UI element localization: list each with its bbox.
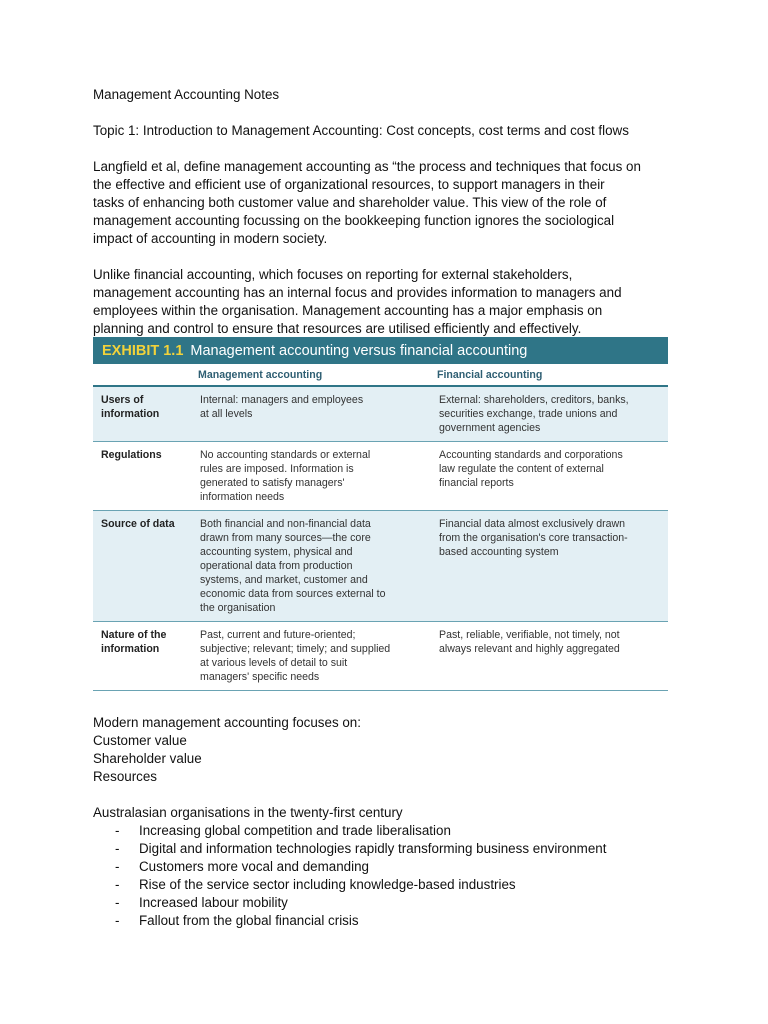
cell-line: Regulations: [101, 449, 162, 461]
paragraph-line: Unlike financial accounting, which focuses on reporting for external stakeholders,: [93, 267, 573, 282]
cell-line: Source of data: [101, 518, 175, 530]
focus-item: Shareholder value: [93, 751, 202, 766]
topic-heading: Topic 1: Introduction to Management Accounting: Cost concepts, cost terms and cost flows: [93, 123, 629, 138]
cell-line: always relevant and highly aggregated: [439, 643, 620, 655]
cell-line: Past, reliable, verifiable, not timely, not: [439, 629, 620, 641]
cell-line: based accounting system: [439, 546, 559, 558]
column-header: [93, 364, 192, 386]
list-item-text: Increasing global competition and trade liberalisation: [139, 823, 451, 838]
list-item: [93, 858, 683, 876]
cell-line: law regulate the content of external: [439, 463, 604, 475]
financial-cell: [431, 386, 668, 442]
paragraph-line: tasks of enhancing both customer value and shareholder value. This view of the role of: [93, 195, 607, 210]
focus-item: Resources: [93, 769, 158, 784]
row-label: [93, 442, 192, 511]
cell-line: Accounting standards and corporations: [439, 449, 623, 461]
management-cell: [192, 511, 431, 622]
paragraph-line: impact of accounting in modern society.: [93, 231, 328, 246]
cell-line: economic data from sources external to: [200, 588, 386, 600]
list-item-text: Customers more vocal and demanding: [139, 859, 369, 874]
list-item-text: Fallout from the global financial crisis: [139, 913, 359, 928]
list-item: [93, 894, 683, 912]
paragraph-line: management accounting has an internal focus and provides information to managers and: [93, 285, 622, 300]
paragraph-line: Langfield et al, define management accounting as “the process and techniques that focus on: [93, 159, 641, 174]
dash-bullet: -: [115, 877, 120, 892]
cell-line: information: [101, 408, 160, 420]
column-header: Financial accounting: [431, 364, 668, 386]
exhibit-number: EXHIBIT 1.1: [102, 342, 184, 359]
paragraph-line: management accounting focussing on the bookkeeping function ignores the sociological: [93, 213, 615, 228]
financial-cell: [431, 511, 668, 622]
table-row: [93, 622, 668, 691]
paragraph-line: the effective and efficient use of organizational resources, to support managers in their: [93, 177, 605, 192]
cell-line: systems, and market, customer and: [200, 574, 368, 586]
comparison-paragraph: [93, 266, 683, 338]
management-cell: [192, 622, 431, 691]
cell-line: Nature of the: [101, 629, 167, 641]
cell-line: accounting system, physical and: [200, 546, 353, 558]
cell-line: at all levels: [200, 408, 253, 420]
exhibit-table: [93, 364, 668, 691]
row-label: [93, 511, 192, 622]
list-item: [93, 912, 683, 930]
cell-line: information: [101, 643, 160, 655]
cell-line: drawn from many sources—the core: [200, 532, 371, 544]
financial-cell: [431, 622, 668, 691]
paragraph-line: planning and control to ensure that resources are utilised efficiently and effectively.: [93, 321, 582, 336]
dash-bullet: -: [115, 823, 120, 838]
cell-line: securities exchange, trade unions and: [439, 408, 618, 420]
table-row: [93, 511, 668, 622]
table-header-row: [93, 364, 668, 386]
cell-line: from the organisation's core transaction-: [439, 532, 628, 544]
cell-line: government agencies: [439, 422, 541, 434]
cell-line: managers' specific needs: [200, 671, 320, 683]
cell-line: the organisation: [200, 602, 276, 614]
list-item-text: Increased labour mobility: [139, 895, 288, 910]
list-item-text: Rise of the service sector including knowledge-based industries: [139, 877, 516, 892]
cell-line: information needs: [200, 491, 285, 503]
exhibit-figure: [93, 337, 668, 691]
financial-cell: [431, 442, 668, 511]
cell-line: generated to satisfy managers': [200, 477, 345, 489]
australasia-heading: Australasian organisations in the twenty-first century: [93, 805, 403, 820]
table-row: [93, 442, 668, 511]
table-row: [93, 386, 668, 442]
column-header: Management accounting: [192, 364, 431, 386]
cell-line: Internal: managers and employees: [200, 394, 364, 406]
list-item: [93, 822, 683, 840]
definition-paragraph: [93, 158, 683, 248]
row-label: [93, 386, 192, 442]
cell-line: Financial data almost exclusively drawn: [439, 518, 626, 530]
cell-line: subjective; relevant; timely; and supplied: [200, 643, 391, 655]
cell-line: External: shareholders, creditors, banks,: [439, 394, 629, 406]
focus-heading: Modern management accounting focuses on:: [93, 715, 361, 730]
cell-line: at various levels of detail to suit: [200, 657, 348, 669]
cell-line: Users of: [101, 394, 144, 406]
exhibit-title: Management accounting versus financial accounting: [190, 342, 528, 359]
cell-line: financial reports: [439, 477, 514, 489]
cell-line: No accounting standards or external: [200, 449, 371, 461]
australasia-list: [93, 822, 683, 930]
focus-item: Customer value: [93, 733, 187, 748]
row-label: [93, 622, 192, 691]
paragraph-line: employees within the organisation. Management accounting has a major emphasis on: [93, 303, 603, 318]
cell-line: rules are imposed. Information is: [200, 463, 354, 475]
dash-bullet: -: [115, 913, 120, 928]
cell-line: Both financial and non-financial data: [200, 518, 371, 530]
list-item: [93, 840, 683, 858]
document-lower-body: [93, 714, 683, 930]
document-body: [93, 86, 683, 338]
management-cell: [192, 386, 431, 442]
dash-bullet: -: [115, 895, 120, 910]
document-title: Management Accounting Notes: [93, 87, 280, 102]
list-item: [93, 876, 683, 894]
cell-line: Past, current and future-oriented;: [200, 629, 356, 641]
list-item-text: Digital and information technologies rapidly transforming business environment: [139, 841, 607, 856]
dash-bullet: -: [115, 859, 120, 874]
management-cell: [192, 442, 431, 511]
dash-bullet: -: [115, 841, 120, 856]
cell-line: operational data from production: [200, 560, 353, 572]
exhibit-header: [93, 337, 668, 364]
